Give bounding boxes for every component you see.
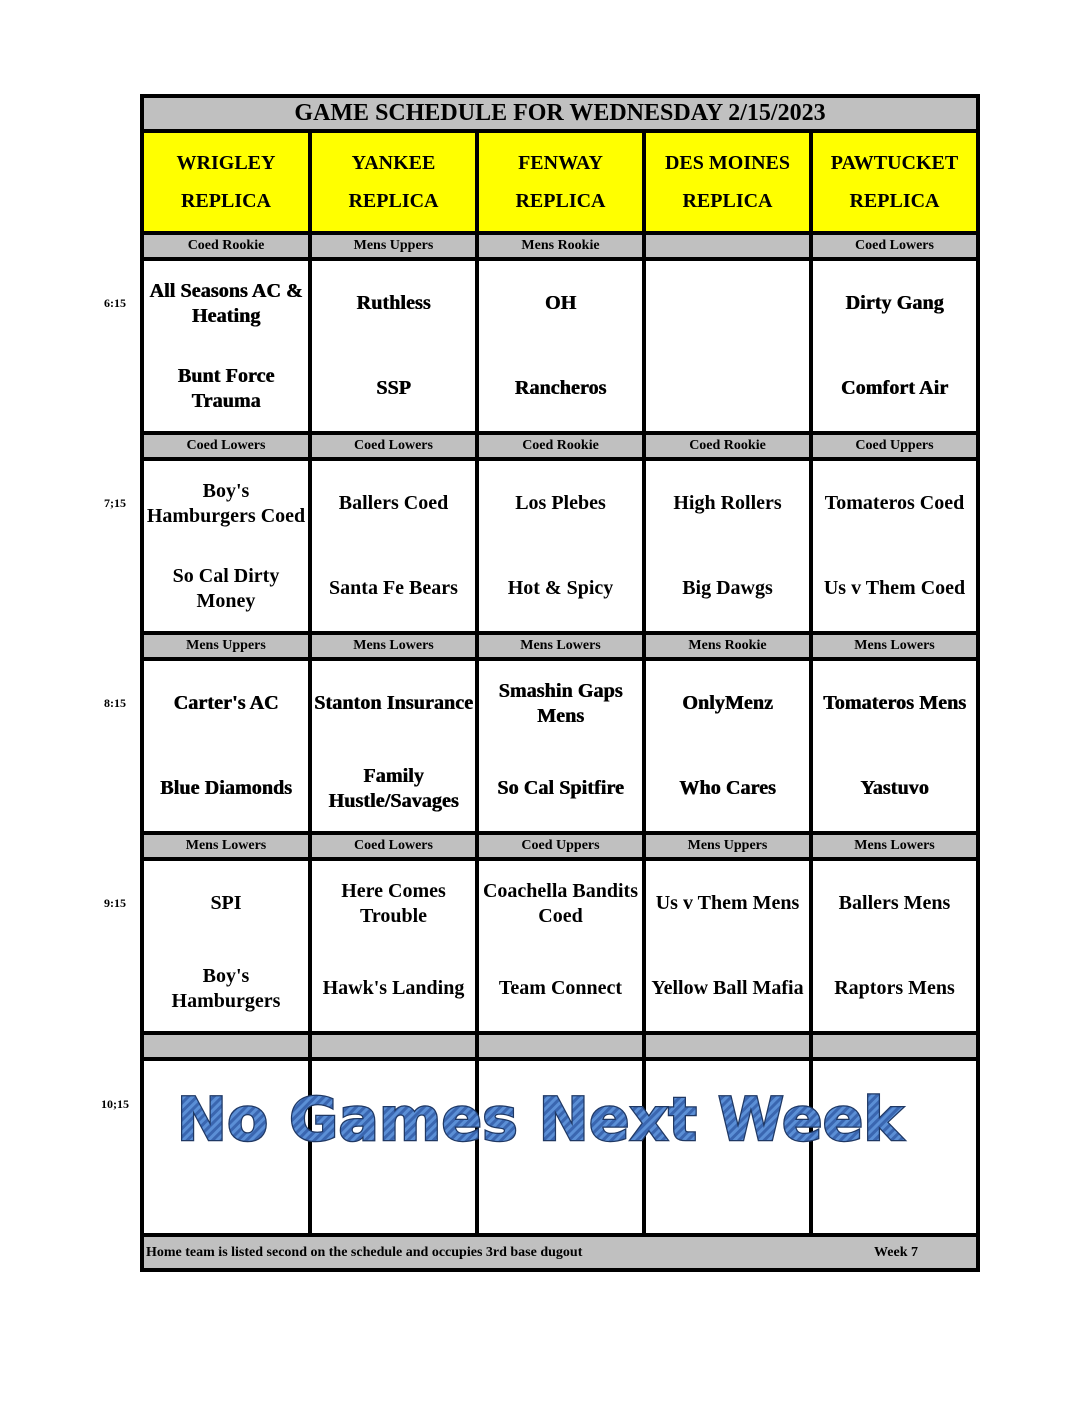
game-cell <box>479 661 642 831</box>
division-label: Coed Lowers <box>813 235 976 257</box>
away-team: Carter's AC <box>173 692 279 714</box>
away-team: Tomateros Coed <box>824 492 965 514</box>
game-cell <box>646 861 809 1031</box>
venue-header <box>479 133 642 231</box>
game-cell <box>813 861 976 1031</box>
home-team: Who Cares <box>679 777 776 799</box>
division-label <box>144 1035 308 1057</box>
home-team: So Cal Spitfire <box>497 777 624 799</box>
home-team: Santa Fe Bears <box>329 577 458 599</box>
division-label: Mens Uppers <box>312 235 475 257</box>
home-team: Blue Diamonds <box>160 777 292 799</box>
time-slot-label: 6:15 <box>104 296 126 310</box>
away-team: SPI <box>210 892 242 914</box>
week-label: Week 7 <box>874 1244 918 1260</box>
away-team: Ballers Mens <box>838 892 951 914</box>
time-slot-label: 8:15 <box>104 696 126 710</box>
game-cell <box>479 461 642 631</box>
division-label: Mens Rookie <box>646 635 809 657</box>
away-team: Los Plebes <box>515 492 606 514</box>
footer-bar <box>144 1237 976 1268</box>
division-label: Coed Uppers <box>479 835 642 857</box>
home-team: Team Connect <box>498 977 623 999</box>
away-team: OH <box>544 292 577 314</box>
division-label <box>646 1035 809 1057</box>
away-team: OnlyMenz <box>682 692 773 714</box>
home-team: Us v Them Coed <box>823 577 966 599</box>
division-label: Mens Lowers <box>144 835 308 857</box>
game-cell <box>144 261 308 431</box>
game-cell <box>813 261 976 431</box>
division-label: Mens Uppers <box>646 835 809 857</box>
game-cell <box>479 261 642 431</box>
away-team: Ruthless <box>356 292 431 314</box>
division-label: Mens Uppers <box>144 635 308 657</box>
game-cell <box>312 261 475 431</box>
away-team: Dirty Gang <box>845 292 944 314</box>
home-team: Yellow Ball Mafia <box>651 977 804 999</box>
away-team: Coachella Bandits Coed <box>482 879 639 927</box>
division-label: Mens Lowers <box>312 635 475 657</box>
page-title: GAME SCHEDULE FOR WEDNESDAY 2/15/2023 <box>144 98 976 129</box>
division-label: Coed Rookie <box>144 235 308 257</box>
home-team: Rancheros <box>514 377 607 399</box>
venue-header <box>144 133 308 231</box>
game-cell <box>479 861 642 1031</box>
away-team: Here Comes Trouble <box>341 879 446 927</box>
banner-text: No Games Next Week <box>176 1085 904 1155</box>
away-team: Tomateros Mens <box>822 692 967 714</box>
division-label: Mens Lowers <box>813 635 976 657</box>
game-cell <box>646 261 809 431</box>
division-label <box>646 235 809 257</box>
away-team: Stanton Insurance <box>314 692 473 714</box>
home-team: So Cal Dirty Money <box>172 564 280 612</box>
division-label: Coed Lowers <box>312 435 475 457</box>
venue-subtitle: REPLICA <box>849 190 940 212</box>
venue-name: YANKEE <box>351 152 436 174</box>
away-team: Ballers Coed <box>338 492 449 514</box>
division-label <box>813 1035 976 1057</box>
venue-name: FENWAY <box>518 152 603 174</box>
division-label <box>479 1035 642 1057</box>
home-team: Raptors Mens <box>834 977 955 999</box>
division-label: Mens Rookie <box>479 235 642 257</box>
footer-note: Home team is listed second on the schedule and occupies 3rd base dugout <box>146 1244 583 1260</box>
venue-header <box>646 133 809 231</box>
game-cell <box>312 661 475 831</box>
away-team: Smashin Gaps Mens <box>498 679 623 727</box>
division-label: Coed Rookie <box>646 435 809 457</box>
home-team: Big Dawgs <box>682 577 773 599</box>
venue-subtitle: REPLICA <box>348 190 439 212</box>
time-slot-label: 7;15 <box>104 496 126 510</box>
game-cell <box>144 461 308 631</box>
away-team <box>646 261 809 346</box>
home-team: Yastuvo <box>860 777 929 799</box>
game-cell <box>144 861 308 1031</box>
division-label: Mens Lowers <box>479 635 642 657</box>
time-slot-label: 10;15 <box>101 1097 129 1111</box>
division-label: Coed Uppers <box>813 435 976 457</box>
game-cell <box>646 661 809 831</box>
home-team: Boy's Hamburgers <box>171 964 281 1012</box>
game-cell <box>813 461 976 631</box>
home-team: SSP <box>376 377 411 399</box>
venue-name: DES MOINES <box>664 152 791 174</box>
venue-subtitle: REPLICA <box>180 190 271 212</box>
venue-subtitle: REPLICA <box>682 190 773 212</box>
game-cell <box>646 461 809 631</box>
away-team: High Rollers <box>673 492 782 514</box>
division-label: Coed Lowers <box>312 835 475 857</box>
away-team: Us v Them Mens <box>655 892 800 914</box>
home-team <box>646 346 809 431</box>
division-label: Coed Rookie <box>479 435 642 457</box>
game-cell <box>813 661 976 831</box>
game-cell <box>312 461 475 631</box>
venue-header <box>312 133 475 231</box>
division-label: Coed Lowers <box>144 435 308 457</box>
away-team: All Seasons AC & Heating <box>149 279 303 327</box>
no-games-banner <box>130 1085 950 1160</box>
time-slot-label: 9:15 <box>104 896 126 910</box>
division-label: Mens Lowers <box>813 835 976 857</box>
home-team: Hot & Spicy <box>507 577 614 599</box>
venue-name: PAWTUCKET <box>830 152 959 174</box>
venue-header <box>813 133 976 231</box>
division-label <box>312 1035 475 1057</box>
home-team: Comfort Air <box>840 377 949 399</box>
venue-subtitle: REPLICA <box>515 190 606 212</box>
game-cell <box>312 861 475 1031</box>
home-team: Family Hustle/Savages <box>328 764 459 812</box>
banner-graphic <box>130 1085 950 1155</box>
game-cell <box>144 661 308 831</box>
venue-name: WRIGLEY <box>176 152 276 174</box>
home-team: Hawk's Landing <box>322 977 465 999</box>
away-team: Boy's Hamburgers Coed <box>146 479 306 527</box>
home-team: Bunt Force Trauma <box>177 364 275 412</box>
